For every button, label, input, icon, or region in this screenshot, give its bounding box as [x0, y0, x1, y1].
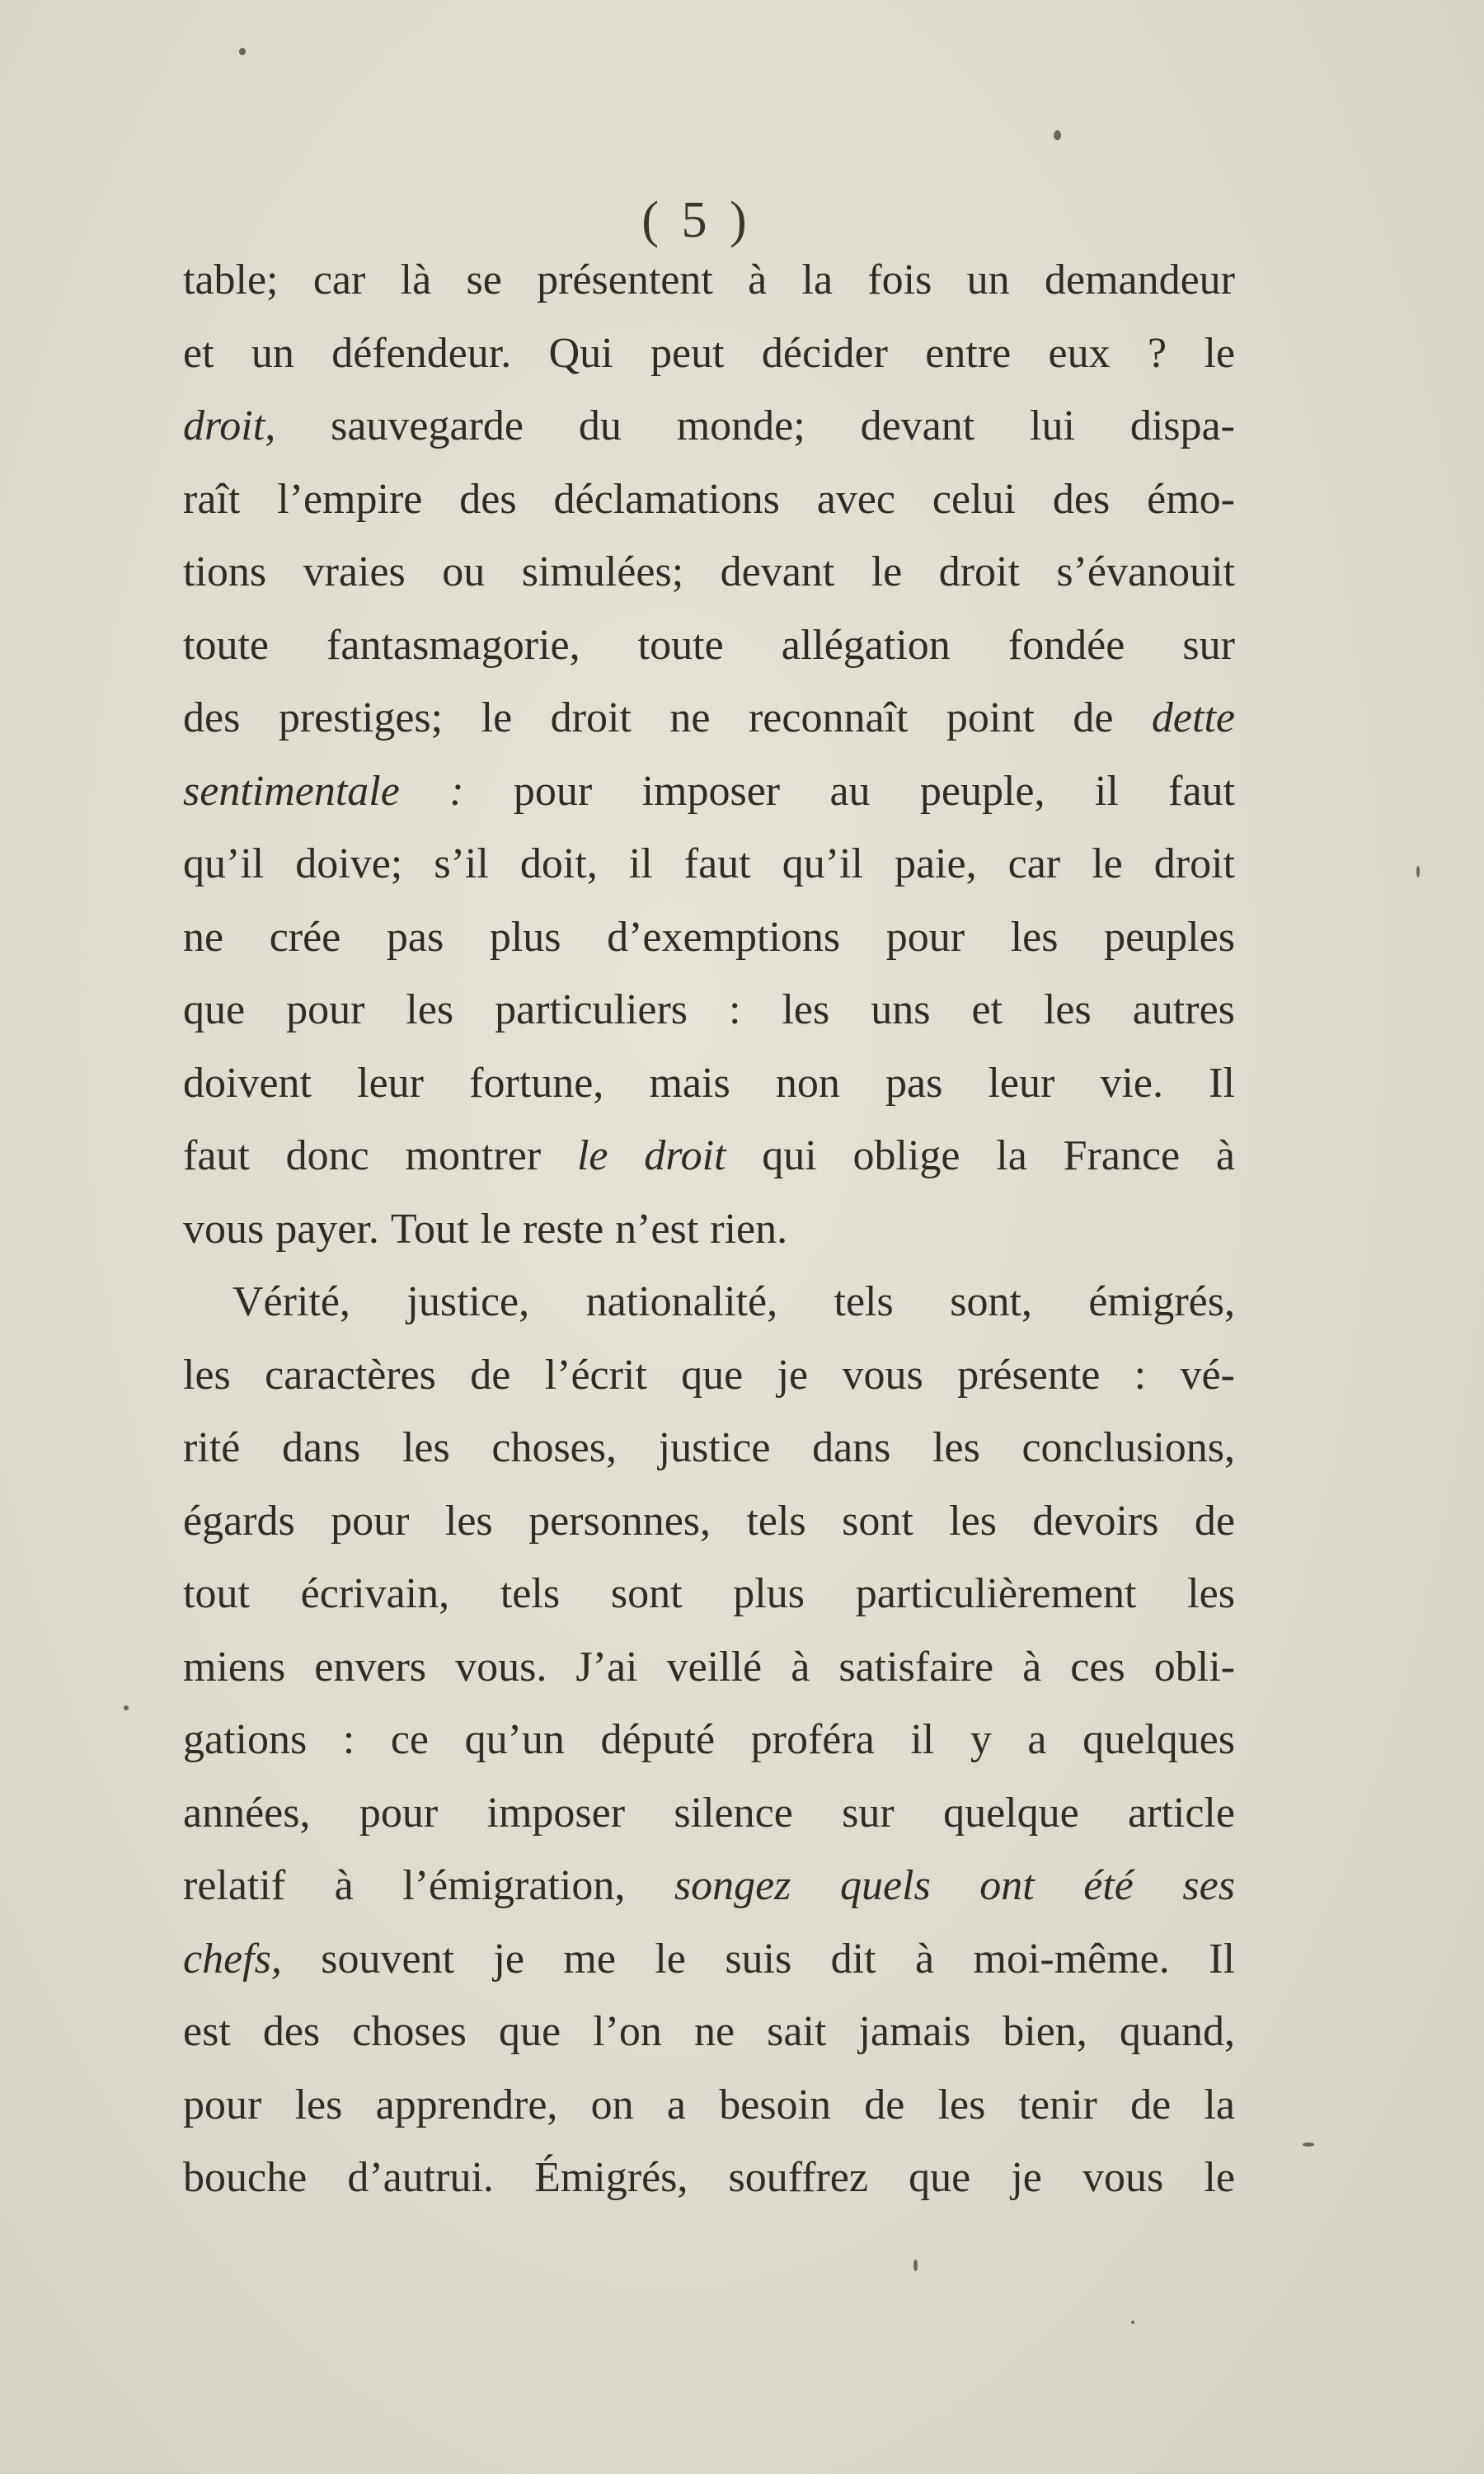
word: simulées;	[521, 548, 684, 595]
word: défendeur.	[331, 329, 512, 377]
word: l’on	[593, 2008, 662, 2055]
word: leur	[988, 1059, 1055, 1107]
word: a	[1027, 1716, 1047, 1763]
word: la	[1204, 2081, 1235, 2128]
text-line	[183, 1412, 1235, 1485]
word: raît	[183, 475, 241, 523]
italic-word: le	[576, 1132, 608, 1179]
text-line	[183, 1631, 1235, 1705]
word: Il	[1209, 1935, 1235, 1982]
word: proféra	[750, 1716, 875, 1763]
italic-word: été	[1083, 1862, 1134, 1909]
italic-word: ses	[1182, 1862, 1235, 1909]
word: qu’un	[464, 1716, 565, 1763]
word: toute	[183, 621, 269, 669]
text-line	[183, 1923, 1235, 1997]
word: sont	[610, 1570, 683, 1617]
ink-speck	[1131, 2321, 1134, 2324]
word: les	[444, 1497, 493, 1545]
word: on	[590, 2081, 634, 2128]
word: des	[262, 2008, 321, 2055]
word: l’émigration,	[402, 1862, 626, 1909]
word: présentent	[537, 256, 713, 303]
word: vous.	[455, 1643, 547, 1691]
word: obli-	[1153, 1643, 1235, 1691]
ink-speck	[1303, 2142, 1314, 2147]
word: relatif	[183, 1862, 286, 1909]
word: J’ai	[575, 1643, 638, 1691]
word: caractères	[265, 1351, 436, 1399]
word: Tout	[390, 1205, 469, 1253]
word: y	[970, 1716, 992, 1763]
word: toute	[637, 621, 724, 669]
word: peuples	[1104, 913, 1235, 961]
word: écrivain,	[300, 1570, 450, 1617]
word: devant	[860, 402, 975, 449]
word: bouche	[183, 2154, 308, 2201]
word: table;	[183, 256, 279, 303]
word: justice,	[406, 1278, 530, 1325]
word: les	[183, 1351, 231, 1399]
word: ces	[1070, 1643, 1125, 1691]
word: député	[600, 1716, 716, 1763]
ink-speck	[239, 48, 246, 55]
word: doit,	[519, 840, 598, 887]
word: qui	[762, 1132, 817, 1179]
word: a	[666, 2081, 686, 2128]
text-line	[183, 1193, 1235, 1267]
word: droit	[1153, 840, 1235, 887]
word: le	[1204, 329, 1235, 377]
word: à	[1215, 1132, 1235, 1179]
word: que	[498, 2008, 561, 2055]
word: article	[1128, 1789, 1235, 1837]
word: particuliers	[495, 986, 688, 1033]
word: particulièrement	[855, 1570, 1137, 1617]
word: sur	[1182, 621, 1235, 669]
word: imposer	[641, 767, 781, 815]
word: personnes,	[528, 1497, 711, 1545]
word: fantasmagorie,	[326, 621, 580, 669]
text-line	[183, 682, 1235, 755]
word: me	[563, 1935, 616, 1982]
word: imposer	[486, 1789, 626, 1837]
text-line	[183, 317, 1235, 391]
word: paie,	[894, 840, 977, 887]
text-line	[183, 463, 1235, 537]
word: dans	[812, 1424, 891, 1471]
word: il	[628, 840, 653, 887]
word: je	[1011, 2154, 1042, 2201]
ink-speck	[1416, 866, 1420, 877]
word: oblige	[852, 1132, 960, 1179]
word: dispa-	[1129, 402, 1235, 449]
word: fortune,	[469, 1059, 604, 1107]
word: la	[801, 256, 834, 303]
word: crée	[269, 913, 341, 961]
word: d’autrui.	[347, 2154, 494, 2201]
text-line	[183, 1339, 1235, 1413]
word: souvent	[321, 1935, 455, 1982]
italic-word: sentimentale	[183, 767, 400, 815]
text-line	[183, 1266, 1235, 1339]
word: Il	[1209, 1059, 1235, 1107]
word: les	[402, 1424, 450, 1471]
word: de	[864, 2081, 905, 2128]
italic-word: quels	[839, 1862, 931, 1909]
word: donc	[285, 1132, 369, 1179]
word: pas	[885, 1059, 943, 1107]
word: vé-	[1180, 1351, 1235, 1399]
word: que	[909, 2154, 971, 2201]
text-line	[183, 1120, 1235, 1193]
word: des	[183, 694, 241, 741]
word: à	[334, 1862, 354, 1909]
word: sont,	[950, 1278, 1032, 1325]
word: le	[480, 1205, 511, 1253]
word: l’empire	[277, 475, 423, 523]
word: leur	[357, 1059, 424, 1107]
word: justice	[658, 1424, 771, 1471]
text-line	[183, 1558, 1235, 1631]
word: prestiges;	[278, 694, 444, 741]
word: le	[655, 1935, 686, 1982]
word: tout	[183, 1570, 250, 1617]
word: moi-même.	[973, 1935, 1170, 1982]
word: car	[1007, 840, 1061, 887]
word: pour	[331, 1497, 410, 1545]
word: monde;	[676, 402, 805, 449]
text-line	[183, 901, 1235, 975]
word: avec	[816, 475, 895, 523]
italic-word: :	[449, 767, 464, 815]
word: doivent	[183, 1059, 312, 1107]
word: le	[871, 548, 903, 595]
word: le	[1092, 840, 1123, 887]
word: que	[183, 986, 246, 1033]
word: d’exemptions	[607, 913, 841, 961]
word: non	[775, 1059, 840, 1107]
word: envers	[314, 1643, 427, 1691]
word: fondée	[1007, 621, 1125, 669]
word: faut	[183, 1132, 250, 1179]
word: tels	[834, 1278, 894, 1325]
word: quelque	[943, 1789, 1079, 1837]
word: demandeur	[1044, 256, 1235, 303]
word: satisfaire	[838, 1643, 994, 1691]
word: droit	[938, 548, 1020, 595]
word: conclusions,	[1021, 1424, 1235, 1471]
word: :	[342, 1716, 355, 1763]
word: car	[312, 256, 366, 303]
word: choses	[352, 2008, 467, 2055]
word: sur	[842, 1789, 895, 1837]
word: pour	[183, 2081, 262, 2128]
word: reste	[522, 1205, 604, 1253]
word: point	[946, 694, 1035, 741]
word: droit	[550, 694, 632, 741]
italic-word: ont	[979, 1862, 1035, 1909]
word: reconnaît	[748, 694, 909, 741]
italic-word: droit	[644, 1132, 726, 1179]
word: devoirs	[1032, 1497, 1159, 1545]
word: devant	[720, 548, 835, 595]
word: ne	[669, 694, 711, 741]
text-line	[183, 609, 1235, 683]
word: dans	[281, 1424, 361, 1471]
word: du	[578, 402, 622, 449]
word: à	[914, 1935, 935, 1982]
word: vous	[1082, 2154, 1164, 2201]
word: qu’il	[183, 840, 265, 887]
word: pour	[513, 767, 593, 815]
word: tels	[500, 1570, 561, 1617]
italic-word: songez	[674, 1862, 791, 1909]
word: et	[183, 329, 214, 377]
word: fois	[867, 256, 932, 303]
word: Vérité,	[232, 1278, 350, 1325]
word: les	[932, 1424, 980, 1471]
text-line	[183, 1047, 1235, 1121]
word: quelques	[1082, 1716, 1235, 1763]
word: mais	[649, 1059, 730, 1107]
word: vous	[183, 1205, 265, 1253]
word: miens	[183, 1643, 286, 1691]
word: eux	[1048, 329, 1111, 377]
word: le	[1204, 2154, 1235, 2201]
italic-word: chefs,	[183, 1935, 282, 1982]
word: payer.	[275, 1205, 379, 1253]
word: à	[748, 256, 768, 303]
word: celui	[932, 475, 1016, 523]
word: s’il	[434, 840, 489, 887]
word: ne	[183, 913, 224, 961]
word: les	[782, 986, 830, 1033]
word: décider	[761, 329, 888, 377]
word: je	[493, 1935, 524, 1982]
word: :	[1134, 1351, 1147, 1399]
word: les	[1043, 986, 1092, 1033]
word: montrer	[405, 1132, 542, 1179]
word: dit	[830, 1935, 876, 1982]
word: plus	[733, 1570, 805, 1617]
word: là	[400, 256, 432, 303]
word: peuple,	[919, 767, 1045, 815]
word: sauvegarde	[331, 402, 524, 449]
word: il	[910, 1716, 935, 1763]
word: les	[1187, 1570, 1235, 1617]
word: ne	[693, 2008, 735, 2055]
word: pas	[386, 913, 444, 961]
word: que	[681, 1351, 744, 1399]
word: de	[1073, 694, 1114, 741]
ink-speck	[124, 1705, 129, 1710]
word: il	[1094, 767, 1119, 815]
ink-speck	[913, 2260, 918, 2271]
text-line	[183, 1704, 1235, 1777]
word: quand,	[1119, 2008, 1235, 2055]
word: des	[459, 475, 517, 523]
word: années,	[183, 1789, 311, 1837]
word: silence	[674, 1789, 793, 1837]
page-number: ( 5 )	[641, 192, 752, 248]
word: de	[1130, 2081, 1172, 2128]
text-line	[183, 755, 1235, 829]
word: suis	[725, 1935, 792, 1982]
text-line	[183, 1850, 1235, 1923]
word: de	[1194, 1497, 1235, 1545]
word: les	[1010, 913, 1059, 961]
word: qu’il	[782, 840, 863, 887]
word: jamais	[858, 2008, 971, 2055]
text-line	[183, 244, 1235, 317]
word: est	[183, 2008, 231, 2055]
text-line	[183, 2069, 1235, 2142]
word: Qui	[548, 329, 613, 377]
word: n’est	[615, 1205, 699, 1253]
word: lui	[1030, 402, 1075, 449]
word: l’écrit	[544, 1351, 647, 1399]
word: entre	[925, 329, 1012, 377]
word: les	[937, 2081, 986, 2128]
text-line	[183, 1777, 1235, 1851]
word: tions	[183, 548, 267, 595]
word: besoin	[719, 2081, 831, 2128]
word: vous	[842, 1351, 923, 1399]
word: égards	[183, 1497, 295, 1545]
word: doive;	[295, 840, 403, 887]
ink-speck	[1054, 130, 1061, 140]
word: les	[406, 986, 454, 1033]
text-line	[183, 974, 1235, 1047]
text-line	[183, 2142, 1235, 2215]
word: les	[949, 1497, 997, 1545]
word: au	[829, 767, 871, 815]
text-line	[183, 828, 1235, 901]
word: Émigrés,	[534, 2154, 688, 2201]
word: uns	[871, 986, 931, 1033]
word: bien,	[1003, 2008, 1087, 2055]
word: :	[729, 986, 741, 1033]
word: à	[791, 1643, 810, 1691]
word: faut	[1168, 767, 1235, 815]
word: nationalité,	[585, 1278, 778, 1325]
word: émigrés,	[1088, 1278, 1235, 1325]
word: France	[1063, 1132, 1181, 1179]
word: pour	[286, 986, 365, 1033]
word: rien.	[710, 1205, 788, 1253]
word: et	[971, 986, 1003, 1033]
text-line	[183, 1996, 1235, 2069]
word: faut	[683, 840, 751, 887]
word: peut	[650, 329, 725, 377]
word: s’évanouit	[1056, 548, 1235, 595]
word: sait	[767, 2008, 827, 2055]
word: apprendre,	[375, 2081, 558, 2128]
word: pour	[359, 1789, 439, 1837]
text-line	[183, 1485, 1235, 1559]
word: des	[1052, 475, 1111, 523]
word: je	[777, 1351, 809, 1399]
word: se	[466, 256, 502, 303]
word: la	[996, 1132, 1027, 1179]
text-line	[183, 536, 1235, 609]
word: à	[1022, 1643, 1042, 1691]
word: émo-	[1147, 475, 1235, 523]
word: un	[966, 256, 1010, 303]
word: ?	[1148, 329, 1167, 377]
body-text	[183, 244, 1235, 2215]
word: ce	[390, 1716, 429, 1763]
word: tenir	[1018, 2081, 1097, 2128]
text-line	[183, 390, 1235, 463]
word: vie.	[1100, 1059, 1164, 1107]
word: choses,	[491, 1424, 617, 1471]
word: gations	[183, 1716, 308, 1763]
italic-word: droit,	[183, 402, 276, 449]
word: de	[470, 1351, 511, 1399]
word: souffrez	[728, 2154, 868, 2201]
word: rité	[183, 1424, 241, 1471]
word: un	[251, 329, 294, 377]
word: ou	[442, 548, 486, 595]
word: autres	[1132, 986, 1235, 1033]
word: vraies	[303, 548, 406, 595]
word: présente	[957, 1351, 1101, 1399]
italic-word: dette	[1151, 694, 1235, 741]
word: plus	[489, 913, 561, 961]
word: veillé	[666, 1643, 763, 1691]
word: les	[294, 2081, 343, 2128]
word: déclamations	[553, 475, 780, 523]
word: le	[481, 694, 513, 741]
word: pour	[885, 913, 965, 961]
word: tels	[746, 1497, 806, 1545]
word: sont	[842, 1497, 913, 1545]
word: allégation	[781, 621, 951, 669]
